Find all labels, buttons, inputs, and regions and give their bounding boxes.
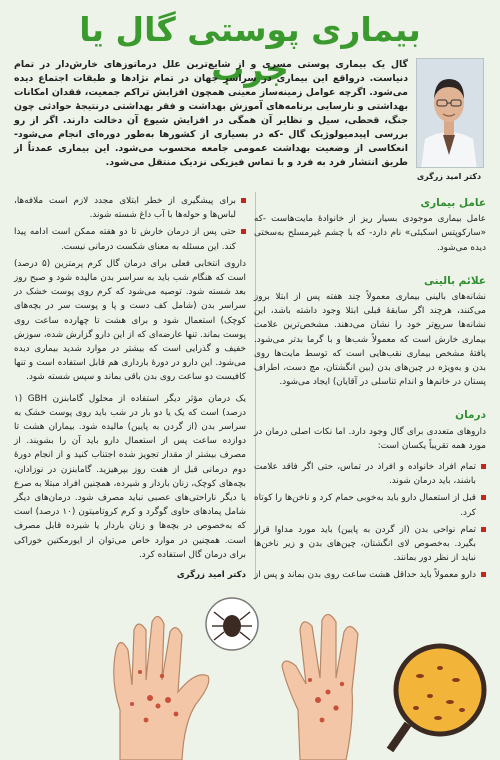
treatment-bullet: تمام نواحی بدن (از گردن به پایین) باید مورد مداوا قرار بگیرد. به‌خصوص لای انگشتان، چین‌های بدن و زیر ناخن‌ها نباید از نظر دور بمانند.: [254, 523, 486, 566]
spacer: [254, 262, 486, 272]
author-caption: دکتر امید زرگری: [416, 172, 482, 181]
treatment-heading: درمان: [455, 409, 486, 422]
treatment-bullet: تمام افراد خانواده و افراد در تماس، حتی اگر فاقد علامت باشند، باید درمان شوند.: [254, 460, 486, 488]
lindane-paragraph: یک درمان مؤثر دیگر استفاده از محلول گامابنزن GBH (۱ درصد) است که یک یا دو بار در شب باید روی پوست خشک به سراسر بدن (از گردن به پایین) مالیده شود. بیماران هشت تا دوازده ساعت پس از استعمال دارو باید آن را بشویند. از مصرف بیشتر از مقدار تجویز شده اجتناب کنید و از انجام دورهٔ دوم درمانی قبل از هفت روز بپرهیزید. گامابنزن در نوزادان، بچه‌های کوچک، زنان باردار و شیرده، همچنین افراد مبتلا به صرع یا دیگر ناراحتی‌های عصبی نباید مصرف شود. درمان‌های دیگر شامل پمادهای حاوی گوگرد و کرم کروتامیتون (۱۰ درصد) است که به‌خصوص در بچه‌ها و زنان باردار یا شیرده قابل مصرف است. همچنین در موارد خاص می‌توان از ایورمکتین خوراکی برای درمان گال استفاده کرد.: [14, 393, 246, 560]
signature-name: دکتر امید زرگری: [176, 570, 246, 581]
article-title: بیماری پوستی گال یا جرب: [79, 10, 421, 88]
treatment-bullet: دارو معمولاً باید حداقل هشت ساعت روی بدن بماند و پس از: [254, 568, 486, 596]
prevention-bullet: برای پیشگیری از خطر ابتلای مجدد لازم است ملافه‌ها، لباس‌ها و حوله‌ها با آب داغ شسته شوند.: [14, 194, 246, 222]
cause-heading: عامل بیماری: [420, 197, 486, 209]
author-photo: [416, 58, 484, 168]
symptoms-text: نشانه‌های بالینی بیماری معمولاً چند هفته پس از ابتلا بروز می‌کنند، هرچند اگر سابقهٔ قبلی ابتلا وجود داشته باشد، این نشانه‌ها سریع‌تر خود را نشان می‌دهند. مشخص‌ترین علامت بیماری خارش است که معمولاً شب‌ها و با گرما بدتر می‌شود. یافتهٔ مشخص بیماری نقب‌هایی است که توسط مایت‌ها روی بدن و به‌ویژه در چین‌های بدن (بین انگشتان، مچ دست، اطراف پستان در خانم‌ها و اندام تناسلی در آقایان) ایجاد می‌شود.: [254, 292, 486, 388]
lead-paragraph: گال یک بیماری پوستی مسری و از شایع‌ترین علل درماتوزهای خارش‌دار در تمام دنیاست. درواقع این بیماری در سراسر جهان در تمام نژادها و طبقات اجتماع دیده می‌شود. اگرچه عوامل زمینه‌ساز معینی همچون افزایش تراکم جمعیت، فقدان امکانات بهداشتی و نارسایی برنامه‌های آموزش بهداشت و فقر بهداشتی درنتیجهٔ حوادثی چون جنگ، قحطی، سیل و نظایر آن همگی در افزایش شیوع آن دخالت دارند. اگر از رو بررسی اپیدمیولوژیک گال -که در بسیاری از کشورها به‌طور دوره‌ای انجام می‌شود- انعکاسی از وضعیت بهداشت عمومی جامعه محسوب می‌شود. این بیماری عمدتاً از طریق انتشار فرد به فرد و با تماس فیزیکی نزدیک منتقل می‌شود.: [14, 59, 408, 168]
spacer: [254, 396, 486, 406]
illustration-hands-mite: [0, 580, 500, 760]
treatment-intro: داروهای متعددی برای گال وجود دارد. اما نکات اصلی درمان در مورد همه تقریباً یکسان است:: [254, 426, 486, 451]
mite-illustration: [206, 598, 258, 650]
symptoms-heading: علائم بالینی: [423, 274, 486, 287]
permethrin-paragraph: داروی انتخابی فعلی برای درمان گال کرم پرمترین (۵ درصد) است که هنگام شب باید به سراسر بدن مالیده شود و صبح روز بعد شسته شود. توصیه می‌شود که کرم روی پوست خشک در سراسر بدن (شامل کف دست و پا و پوست سر در بچه‌های کوچک) استعمال شود و برای هشت تا چهارده ساعت روی پوست بماند. تنها عارضه‌ای که از این دارو گزارش شده، سوزش خفیف و گذرایی است که بیشتر در موارد شدید بیماری دیده می‌شود. این دارو در دورهٔ بارداری هم قابل استفاده است و تنها کافیست دو ساعت روی بدن باقی بماند و سپس شسته شود.: [14, 258, 246, 383]
left-column: [14, 194, 246, 623]
prevention-bullet: حتی پس از درمان خارش تا دو هفته ممکن است ادامه پیدا کند. این مسئله به معنای شکست درمانی نیست.: [14, 225, 246, 253]
treatment-bullet: قبل از استعمال دارو باید به‌خوبی حمام کرد و ناخن‌ها را کوتاه کرد.: [254, 491, 486, 519]
cause-text: عامل بیماری موجودی بسیار ریز از خانوادهٔ مایت‌هاست -که «سارکوپتس اسکبئی» نام دارد- که با چشم غیرمسلح به‌سختی دیده می‌شود.: [254, 214, 486, 253]
right-column: [254, 194, 486, 617]
